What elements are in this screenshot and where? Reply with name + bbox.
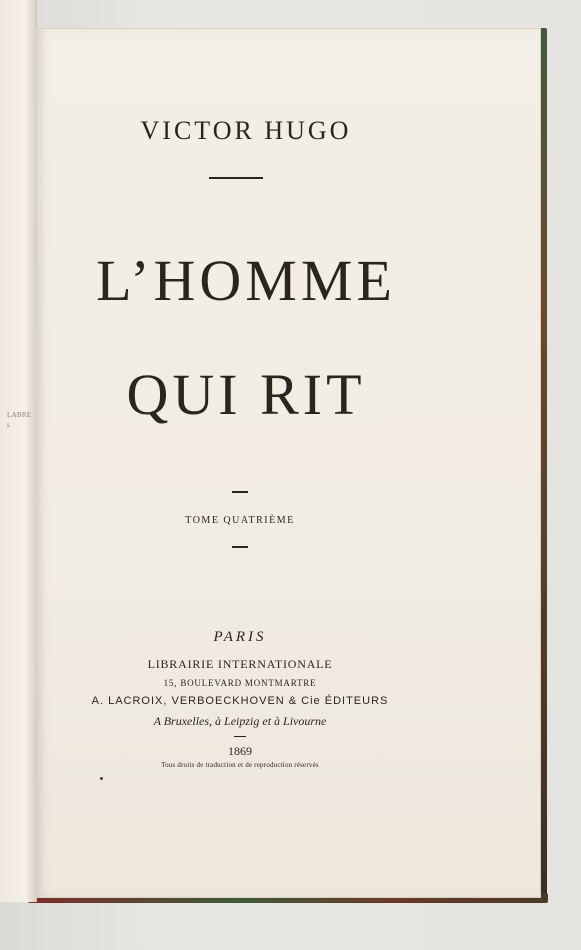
- paper-speck: [100, 777, 103, 780]
- book-title-line-2: QUI RIT: [126, 362, 366, 427]
- publisher-cities: A Bruxelles, à Leipzig et à Livourne: [153, 714, 327, 728]
- publication-year: 1869: [228, 744, 252, 758]
- publication-city: PARIS: [213, 629, 267, 645]
- facing-page-fragment: s: [7, 421, 11, 429]
- author-rule: [209, 177, 263, 179]
- book-title-line-1: L’HOMME: [96, 248, 396, 313]
- title-page: [36, 28, 541, 898]
- publisher-editors: A. LACROIX, VERBOECKHOVEN & Cie ÉDITEURS: [91, 695, 389, 707]
- facing-page-fragment: LABRE: [7, 411, 32, 419]
- volume-dash-bottom: [232, 546, 248, 548]
- facing-page: [0, 0, 37, 902]
- rights-notice: Tous droits de traduction et de reproduction réservés: [161, 761, 319, 769]
- imprint-rule: [234, 736, 246, 737]
- publisher-name: LIBRAIRIE INTERNATIONALE: [147, 657, 333, 671]
- author-name: VICTOR HUGO: [140, 116, 352, 145]
- volume-label: TOME QUATRIÈME: [185, 515, 295, 526]
- publisher-address: 15, BOULEVARD MONTMARTRE: [163, 678, 317, 688]
- facing-page-text: [7, 410, 31, 430]
- volume-dash-top: [232, 491, 248, 493]
